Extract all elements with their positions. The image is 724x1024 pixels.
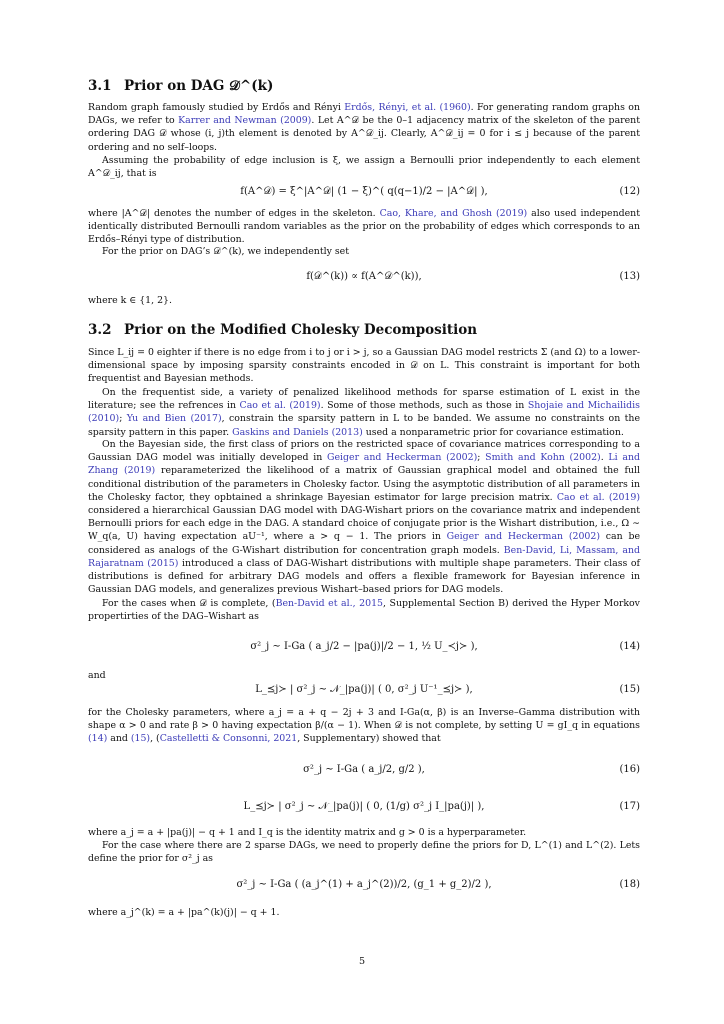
paragraph-text: . For generating random graphs on DAGs, we refer to xyxy=(88,102,640,127)
equation-formula: L_⪯j≻ | σ²_j ∼ 𝒩_|pa(j)| ( 0, σ²_j U⁻¹_⪯j≻ ), xyxy=(255,684,473,695)
section-number: 3.1 xyxy=(88,78,112,94)
equation-18 xyxy=(88,872,640,898)
paragraph-text: ; xyxy=(119,413,127,425)
paragraph-text: , ( xyxy=(150,733,160,745)
paragraph xyxy=(88,906,640,919)
paragraph-text: . xyxy=(600,452,609,464)
paragraph xyxy=(88,706,640,746)
paragraph xyxy=(88,346,640,386)
citation-link[interactable]: Erdős, Rényi, et al. (1960) xyxy=(344,102,471,113)
paragraph-text: where |A^𝒟| denotes the number of edges in the skeleton. xyxy=(88,208,380,219)
equation-number: (18) xyxy=(619,879,640,890)
paragraph-text: reparameterized the likelihood of a matrix of Gaussian graphical model and obtained the full conditional distribution of the parameters in Cholesky factor. Using the asymptotic distribution of all parameters in the Cholesky factor, they opbtained a shrinkage Bayesian estimator for large precision matrix. xyxy=(88,465,640,503)
citation-link[interactable]: Cao et al. (2019) xyxy=(556,491,640,503)
page-number: 5 xyxy=(358,956,366,967)
equation-14 xyxy=(88,634,640,660)
paragraph xyxy=(88,826,640,839)
paragraph-text: ; xyxy=(477,452,486,464)
equation-number: (15) xyxy=(619,684,640,695)
paragraph-text: where a_j = a + |pa(j)| − q + 1 and I_q is the identity matrix and g > 0 is a hyperparameter. xyxy=(88,827,527,838)
citation-link[interactable]: Ben-David, Li, Massam, and Rajaratnam (2015) xyxy=(88,544,640,569)
paragraph-text: Since L_ij = 0 eighter if there is no edge from i to j or i > j, so a Gaussian DAG model restricts Σ (and Ω) to a lower-dimensional space by imposing sparsity constraints encoded in 𝒟 on L. This constraint is important for both frequentist and Bayesian methods. xyxy=(88,347,640,385)
paragraph xyxy=(88,245,640,258)
paragraph-text: . Some of those methods, such as those in xyxy=(320,400,528,412)
paragraph-text: , Supplemental Section B) derived the Hyper Morkov propertirties of the DAG–Wishart as xyxy=(88,598,640,623)
paragraph xyxy=(88,597,640,623)
citation-link[interactable]: Geiger and Heckerman (2002) xyxy=(446,531,601,543)
citation-link[interactable]: Ben-David et al., 2015 xyxy=(275,598,383,609)
paragraph-text: considered a hierarchical Gaussian DAG model with DAG-Wishart priors on the covariance matrix and independent Bernoulli priors for each edge in the DAG. A standard choice of conjugate prior is the Wishart distribution, i.e., Ω ∼ W_q(a, U) having expectation aU⁻¹, where a > q − 1. The priors in xyxy=(88,505,640,543)
paragraph-text: For the case where there are 2 sparse DAGs, we need to properly define the priors for D, L^(1) and L^(2). Lets define the prior for σ²_j as xyxy=(88,840,640,865)
paragraph-text: For the prior on DAG’s 𝒟^(k), we independently set xyxy=(102,246,350,257)
paragraph-text: Assuming the probability of edge inclusion is ξ, we assign a Bernoulli prior independently to each element A^𝒟_ij, that is xyxy=(88,155,640,180)
paragraph-text: For the cases when 𝒟 is complete, ( xyxy=(102,598,276,609)
paragraph-text: and xyxy=(107,733,131,745)
paragraph xyxy=(88,438,640,596)
equation-formula: L_⪯j≻ | σ²_j ∼ 𝒩_|pa(j)| ( 0, (1/g) σ²_j I_|pa(j)| ), xyxy=(243,801,485,812)
paragraph-text: Random graph famously studied by Erdős and Rényi xyxy=(88,102,345,113)
paragraph-text: where a_j^(k) = a + |pa^(k)(j)| − q + 1. xyxy=(88,907,280,918)
equation-number: (17) xyxy=(619,801,640,812)
citation-link[interactable]: Smith and Kohn (2002) xyxy=(485,452,601,464)
paragraph xyxy=(88,386,640,439)
citation-link[interactable]: Karrer and Newman (2009) xyxy=(178,115,312,127)
paragraph-text: for the Cholesky parameters, where a_j = a + q − 2j + 3 and I-Ga(α, β) is an Inverse–Gamma distribution with shape α > 0 and rate β > 0 having expectation β/(α − 1). When 𝒟 is not complete, by setting U = gI_q in equations xyxy=(88,707,640,732)
equation-formula: σ²_j ∼ I-Ga ( (a_j^(1) + a_j^(2))/2, (g_1 + g_2)/2 ), xyxy=(236,879,492,890)
citation-link[interactable]: Castelletti & Consonni, 2021 xyxy=(159,733,298,745)
equation-number: (16) xyxy=(619,764,640,775)
section-heading-3-2 xyxy=(88,322,477,338)
citation-link[interactable]: Shojaie and Michailidis (2010) xyxy=(88,400,640,425)
citation-link[interactable]: Li and Zhang (2019) xyxy=(88,452,640,477)
section-heading-3-1 xyxy=(88,78,273,94)
paragraph-text: On the frequentist side, a variety of penalized likelihood methods for sparse estimation of L exist in the literature; see the refrences in xyxy=(88,387,640,412)
citation-link[interactable]: Geiger and Heckerman (2002) xyxy=(327,452,478,464)
paragraph-text: can be considered as analogs of the G-Wishart distribution for concentration graph models. xyxy=(88,531,640,556)
equation-number: (12) xyxy=(619,186,640,197)
citation-link[interactable]: Gaskins and Daniels (2013) xyxy=(232,426,363,438)
paragraph xyxy=(88,207,640,247)
section-title: Prior on the Modified Cholesky Decomposition xyxy=(124,322,478,338)
equation-16 xyxy=(88,757,640,783)
citation-link[interactable]: Yu and Bien (2017) xyxy=(126,413,222,425)
equation-formula: f(𝒟^(k)) ∝ f(A^𝒟^(k)), xyxy=(306,271,422,282)
paragraph-text: and xyxy=(88,670,106,681)
paragraph-text: used a nonparametric prior for covariance estimation. xyxy=(362,426,624,438)
equation-formula: σ²_j ∼ I-Ga ( a_j/2, g/2 ), xyxy=(303,764,425,775)
paragraph-text: . Let A^𝒟 be the 0–1 adjacency matrix of the skeleton of the parent ordering DAG 𝒟 whose (i, j)th element is denoted by A^𝒟_ij. Clearly, A^𝒟_ij = 0 for i ≤ j because of the parent ordering and no self–loops. xyxy=(88,115,640,153)
equation-formula: f(A^𝒟) = ξ^|A^𝒟| (1 − ξ)^( q(q−1)/2 − |A^𝒟| ), xyxy=(240,186,488,197)
paragraph xyxy=(88,839,640,865)
paragraph-text: where k ∈ {1, 2}. xyxy=(88,295,172,306)
equation-number: (13) xyxy=(619,271,640,282)
citation-link[interactable]: Cao, Khare, and Ghosh (2019) xyxy=(379,208,528,219)
paragraph xyxy=(88,101,640,154)
section-title: Prior on DAG 𝒟^(k) xyxy=(124,78,274,94)
paragraph-text: On the Bayesian side, the first class of priors on the restricted space of covariance matrices corresponding to a Gaussian DAG model was initially developed in xyxy=(88,439,640,464)
paragraph-text: introduced a class of DAG-Wishart distributions with multiple shape parameters. Their class of distributions is defined for arbitrary DAG models and offers a flexible framework for Bayesian inference in Gaussian DAG models, and generalizes previous Wishart–based priors for DAG models. xyxy=(88,557,640,596)
equation-13 xyxy=(88,264,640,290)
paragraph xyxy=(88,294,640,307)
citation-link[interactable]: (14) xyxy=(88,733,108,745)
paragraph-text: , Supplementary) showed that xyxy=(297,733,441,745)
citation-link[interactable]: Cao et al. (2019) xyxy=(239,400,321,412)
equation-formula: σ²_j ∼ I-Ga ( a_j/2 − |pa(j)|/2 − 1, ½ U_≺j≻ ), xyxy=(250,641,478,652)
equation-number: (14) xyxy=(619,641,640,652)
paragraph-text: also used independent identically distributed Bernoulli random variables as the prior on the probability of edges which corresponds to an Erdős–Rényi type of distribution. xyxy=(88,208,640,246)
paragraph-text: , constrain the sparsity pattern in L to be banded. We assume no constraints on the sparsity pattern in this paper. xyxy=(88,413,640,438)
equation-17 xyxy=(88,794,640,820)
citation-link[interactable]: (15) xyxy=(130,733,151,745)
equation-12 xyxy=(88,179,640,205)
paragraph xyxy=(88,154,640,180)
equation-15 xyxy=(88,677,640,703)
section-number: 3.2 xyxy=(88,322,112,338)
